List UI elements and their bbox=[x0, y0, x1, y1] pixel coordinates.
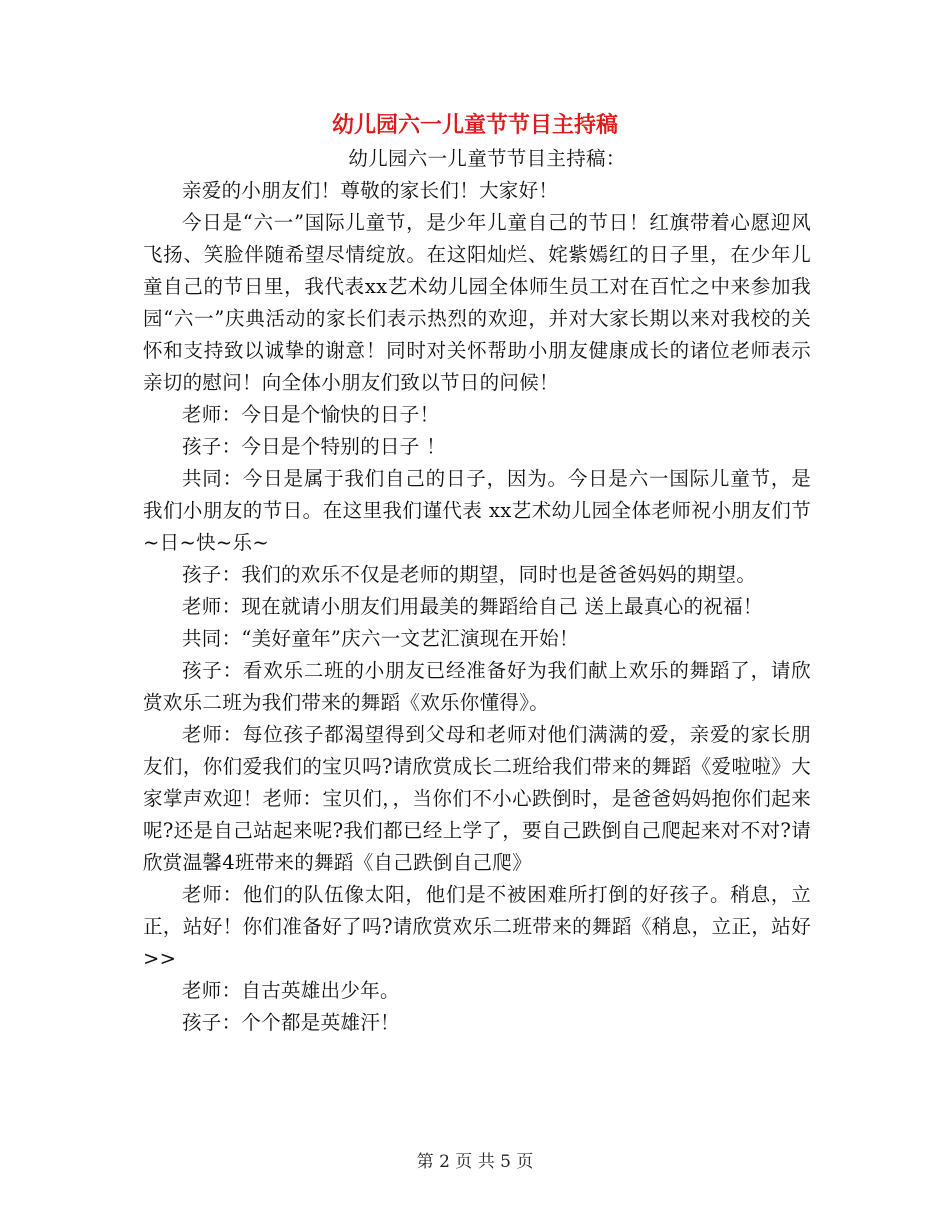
paragraph-child-line: 孩子：看欢乐二班的小朋友已经准备好为我们献上欢乐的舞蹈了，请欣赏欢乐二班为我们带来的舞蹈《欢乐你懂得》。 bbox=[143, 659, 811, 714]
paragraph-child-line: 孩子：个个都是英雄汗！ bbox=[182, 1011, 400, 1034]
paragraph-teacher-line: 老师：自古英雄出少年。 bbox=[182, 979, 400, 1002]
paragraph-opening-speech: 今日是“六一”国际儿童节，是少年儿童自己的节日！红旗带着心愿迎风飞扬、笑脸伴随希望尽情绽放。在这阳灿烂、姹紫嫣红的日子里，在少年儿童自己的节日里，我代表xx艺术幼儿园全体师生员工对在百忙之中来参加我园“六一”庆典活动的家长们表示热烈的欢迎，并对大家长期以来对我校的关怀和支持致以诚挚的谢意！同时对关怀帮助小朋友健康成长的诸位老师表示亲切的慰问！向全体小朋友们致以节日的问候！ bbox=[143, 211, 811, 394]
paragraph-teacher-line: 老师：每位孩子都渴望得到父母和老师对他们满满的爱，亲爱的家长朋友们，你们爱我们的宝贝吗?请欣赏成长二班给我们带来的舞蹈《爱啦啦》大家掌声欢迎！老师：宝贝们，，当你们不小心跌倒时，是爸爸妈妈抱你们起来呢?还是自己站起来呢?我们都已经上学了，要自己跌倒自己爬起来对不对?请欣赏温馨4班带来的舞蹈《自己跌倒自己爬》 bbox=[143, 723, 811, 874]
paragraph-greeting: 亲爱的小朋友们！尊敬的家长们！大家好！ bbox=[182, 179, 559, 202]
paragraph-teacher-line: 老师：现在就请小朋友们用最美的舞蹈给自己 送上最真心的祝福！ bbox=[182, 595, 763, 618]
page-title: 幼儿园六一儿童节节目主持稿 bbox=[331, 113, 618, 138]
page-footer: 第 2 页 共 5 页 bbox=[416, 1152, 534, 1172]
document-subtitle: 幼儿园六一儿童节节目主持稿： bbox=[348, 147, 626, 170]
paragraph-child-line: 孩子：我们的欢乐不仅是老师的期望，同时也是爸爸妈妈的期望。 bbox=[182, 563, 757, 586]
paragraph-together-line: 共同：“美好童年”庆六一文艺汇演现在开始！ bbox=[182, 627, 579, 650]
paragraph-together-line: 共同：今日是属于我们自己的日子，因为。今日是六一国际儿童节，是我们小朋友的节日。在这里我们谨代表 xx艺术幼儿园全体老师祝小朋友们节~日~快~乐~ bbox=[143, 467, 811, 554]
document-body bbox=[143, 143, 811, 1039]
paragraph-teacher-line: 老师：他们的队伍像太阳，他们是不被困难所打倒的好孩子。稍息，立正，站好！你们准备好了吗?请欣赏欢乐二班带来的舞蹈《稍息，立正，站好>> bbox=[143, 883, 811, 970]
paragraph-teacher-line: 老师：今日是个愉快的日子！ bbox=[182, 403, 440, 426]
paragraph-child-line: 孩子：今日是个特别的日子 ！ bbox=[182, 435, 446, 458]
